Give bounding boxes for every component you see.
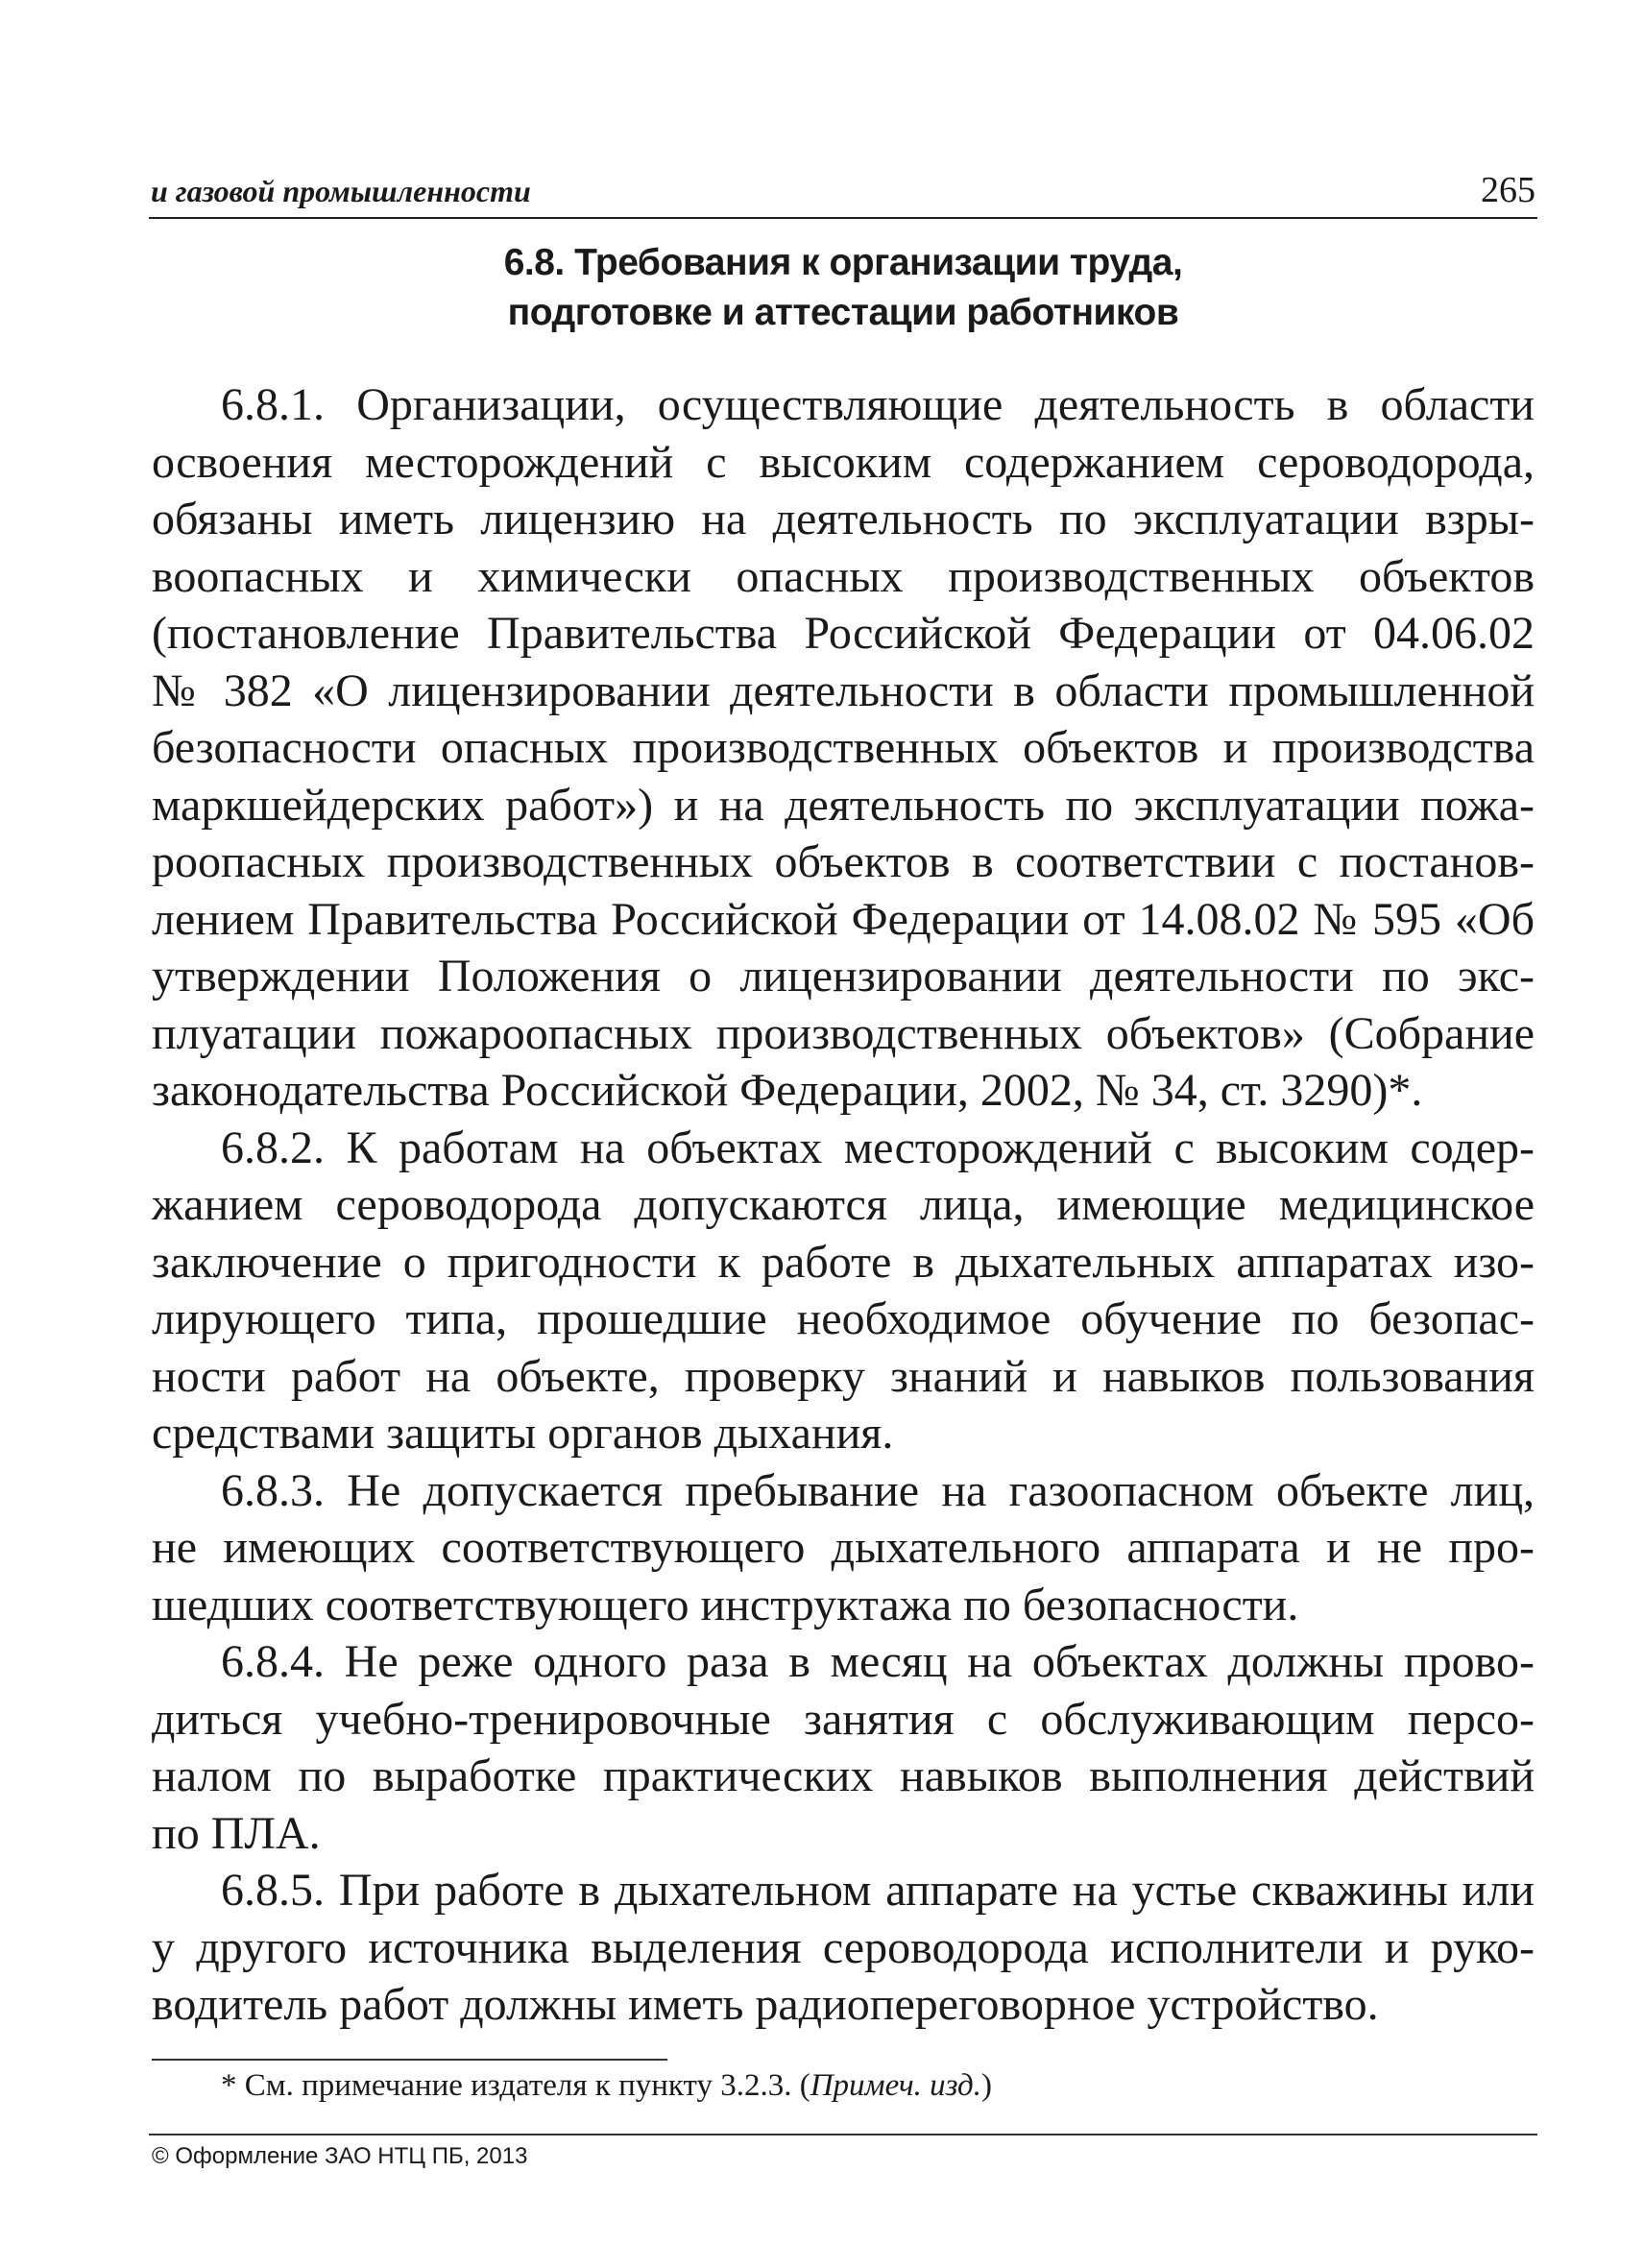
footnote-close: ) xyxy=(980,2068,992,2103)
paragraph-1-line: плуатации пожароопасных производственных объектов» (Собрание xyxy=(152,1007,1535,1059)
running-header xyxy=(149,161,1537,219)
footnote-note-italic: Примеч. изд. xyxy=(810,2068,981,2103)
paragraph-1-line: воопасных и химически опасных производственных объектов xyxy=(152,550,1535,602)
footnote xyxy=(221,2068,992,2104)
paragraph-5-line: 6.8.5. При работе в дыхательном аппарате на устье скважины или xyxy=(221,1865,1535,1916)
paragraph-2-line: ности работ на объекте, проверку знаний и навыков пользования xyxy=(152,1350,1535,1402)
paragraph-2-line: жанием сероводорода допускаются лица, имеющие медицинское xyxy=(152,1179,1535,1230)
section-title xyxy=(149,238,1537,338)
footer-divider xyxy=(149,2134,1537,2135)
paragraph-4-line: 6.8.4. Не реже одного раза в месяц на объектах должны прово- xyxy=(221,1636,1535,1687)
section-title-line-1: 6.8. Требования к организации труда, xyxy=(503,242,1183,283)
paragraph-3-line: шедших соответствующего инструктажа по безопасности. xyxy=(152,1579,1299,1630)
paragraph-5-line: водитель работ должны иметь радиопереговорное устройство. xyxy=(152,1979,1379,2030)
footnote-text: * См. примечание издателя к пункту 3.2.3. ( xyxy=(221,2068,810,2103)
paragraph-4-line: по ПЛА. xyxy=(152,1807,321,1859)
paragraph-3-line: не имеющих соответствующего дыхательного аппарата и не про- xyxy=(152,1522,1535,1573)
paragraph-1-line: маркшейдерских работ») и на деятельность по эксплуатации пожа- xyxy=(152,779,1535,831)
footnote-divider xyxy=(152,2059,667,2061)
paragraph-1-line: утверждении Положения о лицензировании деятельности по экс- xyxy=(152,951,1535,1001)
section-title-line-2: подготовке и аттестации работников xyxy=(507,292,1179,333)
paragraph-1-line: лением Правительства Российской Федерации от 14.08.02 № 595 «Об xyxy=(152,893,1535,945)
paragraph-2-line: 6.8.2. К работам на объектах месторождений с высоким содер- xyxy=(221,1122,1535,1173)
paragraph-5-line: у другого источника выделения сероводорода исполнители и руко- xyxy=(152,1921,1535,1973)
paragraph-2-line: лирующего типа, прошедшие необходимое обучение по безопас- xyxy=(152,1293,1535,1344)
paragraph-1-line: безопасности опасных производственных объектов и производства xyxy=(152,722,1535,773)
paragraph-1-line: № 382 «О лицензировании деятельности в области промышленной xyxy=(152,664,1535,716)
paragraph-4-line: налом по выработке практических навыков выполнения действий xyxy=(152,1750,1535,1801)
paragraph-2-line: заключение о пригодности к работе в дыхательных аппаратах изо- xyxy=(152,1236,1535,1288)
paragraph-2-line: средствами защиты органов дыхания. xyxy=(152,1408,894,1459)
paragraph-1-line: обязаны иметь лицензию на деятельность по эксплуатации взры- xyxy=(152,494,1535,544)
paragraph-1-line: роопасных производственных объектов в соответствии с постанов- xyxy=(152,836,1535,887)
paragraph-4-line: диться учебно-тренировочные занятия с обслуживающим персо- xyxy=(152,1693,1535,1745)
running-title: и газовой промышленности xyxy=(151,174,531,208)
paragraph-1-line: законодательства Российской Федерации, 2002, № 34, ст. 3290)*. xyxy=(152,1065,1423,1116)
paragraph-1-line: 6.8.1. Организации, осуществляющие деятельность в области xyxy=(221,379,1535,430)
page-number: 265 xyxy=(1481,170,1535,210)
paragraph-1-line: освоения месторождений с высоким содержанием сероводорода, xyxy=(152,436,1535,488)
copyright: © Оформление ЗАО НТЦ ПБ, 2013 xyxy=(152,2143,528,2169)
paragraph-3-line: 6.8.3. Не допускается пребывание на газоопасном объекте лиц, xyxy=(221,1464,1535,1516)
body-text xyxy=(152,376,1535,2034)
paragraph-1-line: (постановление Правительства Российской Федерации от 04.06.02 xyxy=(152,608,1535,659)
